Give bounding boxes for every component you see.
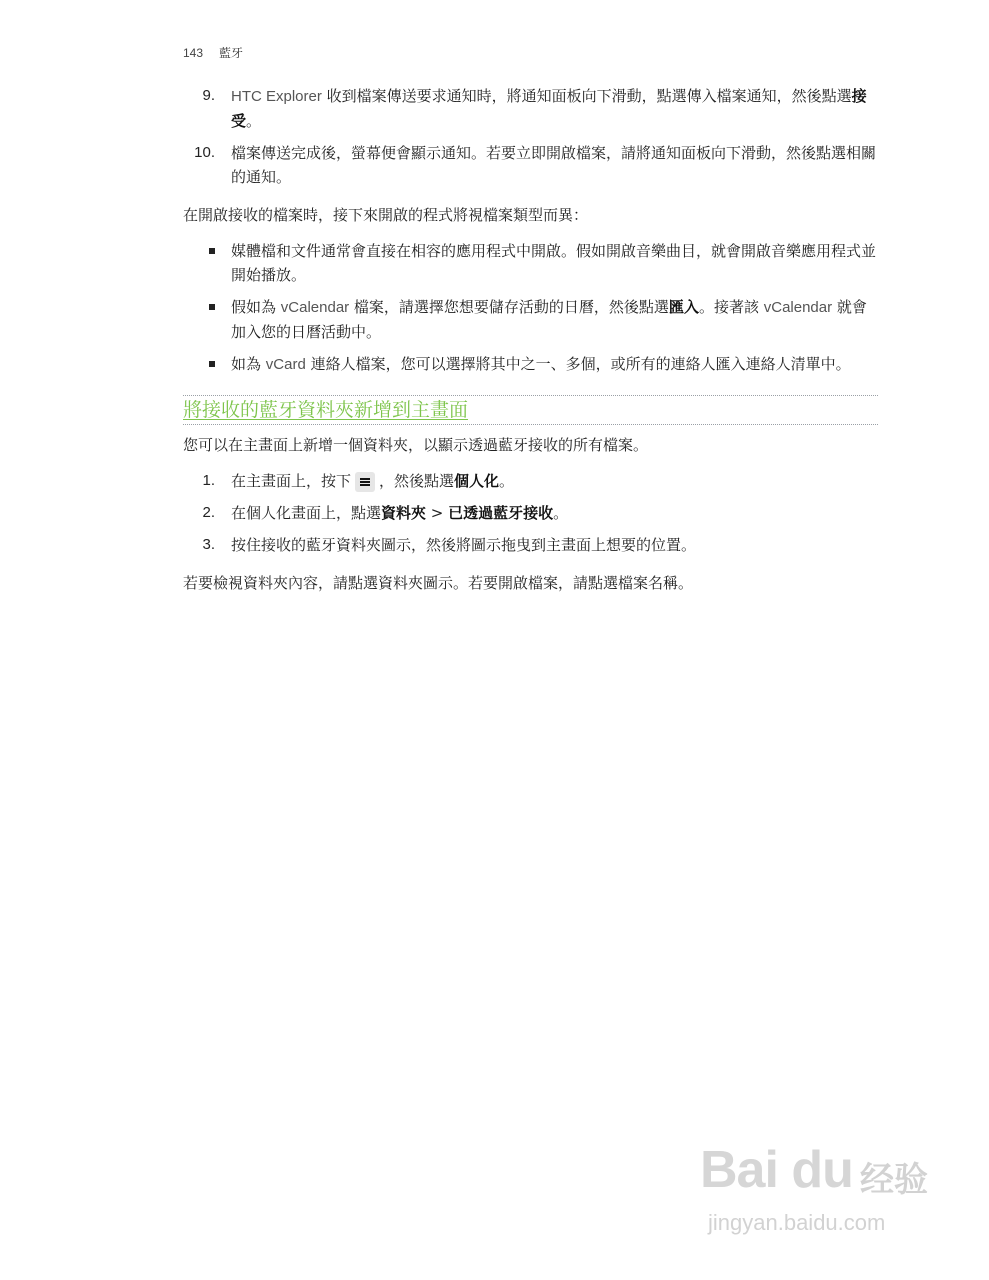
step-item: [183, 84, 878, 133]
chapter-title: 藍牙: [219, 46, 244, 60]
vcard-term: vCard: [265, 356, 306, 373]
page-content: [183, 84, 878, 607]
section-header: [183, 395, 878, 425]
section-intro: 您可以在主畫面上新增一個資料夾，以顯示透過藍牙接收的所有檔案。: [183, 436, 649, 454]
baidu-jingyan-text: 经验: [860, 1161, 928, 1199]
section-outro: 若要檢視資料夾內容，請點選資料夾圖示。若要開啟檔案，請點選檔案名稱。: [183, 574, 694, 592]
folder-label: 資料夾: [381, 504, 427, 522]
step-end: 。: [553, 504, 569, 522]
bullet-icon: [209, 361, 215, 367]
bullet-item: [183, 239, 878, 287]
bullet-icon: [209, 304, 215, 310]
bullet-end: 就會加入您的日曆活動中。: [231, 298, 867, 341]
step-number: 10.: [194, 144, 215, 161]
import-label: 匯入: [668, 298, 699, 316]
bullet-item: [183, 295, 878, 344]
vcalendar-term: vCalendar: [763, 299, 833, 316]
step-pre: 在個人化畫面上，點選: [231, 504, 382, 522]
bullet-item: [183, 352, 878, 377]
intro-paragraph: 在開啟接收的檔案時，接下來開啟的程式將視檔案類型而異：: [183, 206, 589, 224]
baidu-watermark: [700, 1130, 940, 1250]
step-item: [183, 533, 878, 557]
received-via-bluetooth-label: 已透過藍牙接收: [448, 504, 554, 522]
bullet-end: 連絡人檔案，您可以選擇將其中之一、多個，或所有的連絡人匯入連絡人清單中。: [305, 355, 851, 373]
step-mid: ，然後點選: [379, 472, 455, 490]
step-text: 收到檔案傳送要求通知時，將通知面板向下滑動，點選傳入檔案通知，然後點選: [321, 87, 852, 105]
baidu-url: jingyan.baidu.com: [708, 1210, 886, 1235]
step-number: 2.: [202, 504, 215, 521]
bullet-text: 媒體檔和文件通常會直接在相容的應用程式中開啟。假如開啟音樂曲目，就會開啟音樂應用程式並開始播放。: [231, 242, 877, 284]
menu-icon: [355, 472, 375, 492]
accept-label: 接受: [231, 87, 867, 130]
bullet-mid2: 。接著該: [698, 298, 764, 316]
bullet-pre: 假如為: [231, 298, 281, 316]
bullet-mid: 檔案，請選擇您想要儲存活動的日曆，然後點選: [349, 298, 669, 316]
step-text: 檔案傳送完成後，螢幕便會顯示通知。若要立即開啟檔案，請將通知面板向下滑動，然後點選相關的通知。: [231, 144, 877, 186]
personalize-label: 個人化: [454, 472, 500, 490]
step-separator: >: [426, 504, 449, 522]
step-text: 按住接收的藍牙資料夾圖示，然後將圖示拖曳到主畫面上想要的位置。: [231, 536, 697, 554]
step-number: 1.: [202, 472, 215, 489]
page-header: [183, 44, 243, 61]
page-number: 143: [183, 46, 204, 60]
step-item: [183, 501, 878, 525]
bullet-icon: [209, 248, 215, 254]
vcalendar-term: vCalendar: [280, 299, 350, 316]
step-pre: 在主畫面上，按下: [231, 472, 352, 490]
baidu-logo: Bai du: [700, 1141, 853, 1199]
device-name: HTC Explorer: [231, 88, 322, 105]
step-item: [183, 469, 878, 493]
step-end: 。: [499, 472, 515, 490]
step-number: 9.: [202, 87, 215, 104]
section-title: 將接收的藍牙資料夾新增到主畫面: [183, 399, 469, 421]
step-item: [183, 141, 878, 189]
bullet-pre: 如為: [231, 355, 266, 373]
step-number: 3.: [202, 536, 215, 553]
step-end: 。: [246, 112, 262, 130]
